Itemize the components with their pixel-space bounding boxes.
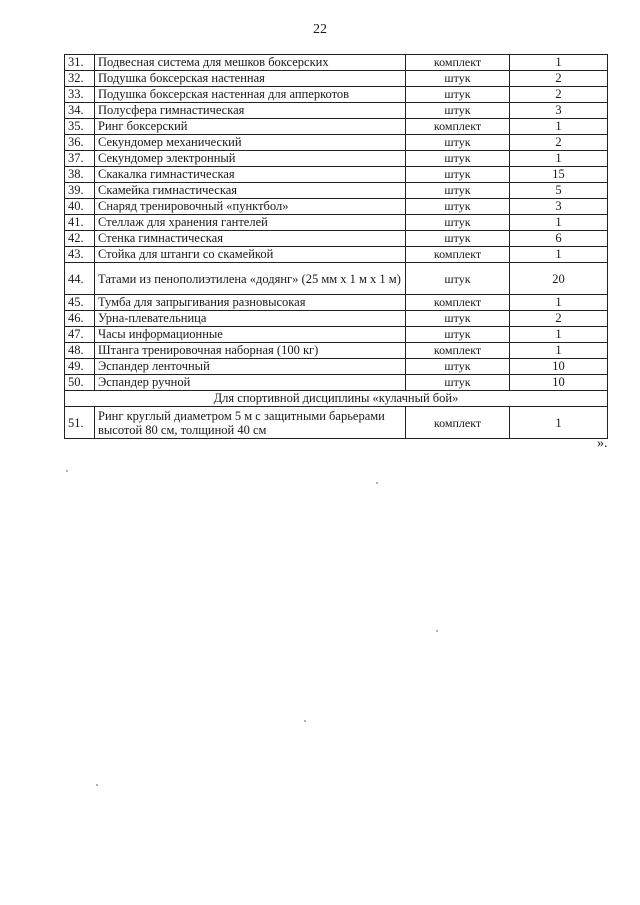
row-number: 34. [65, 103, 95, 119]
row-unit: штук [406, 231, 510, 247]
section-table-body [65, 407, 608, 439]
row-item-name: Ринг боксерский [95, 119, 406, 135]
row-quantity: 1 [510, 343, 608, 359]
row-unit: комплект [406, 343, 510, 359]
row-number: 43. [65, 247, 95, 263]
table-row [65, 119, 608, 135]
scan-speck [96, 784, 98, 786]
row-unit: штук [406, 167, 510, 183]
row-number: 49. [65, 359, 95, 375]
row-item-name: Стенка гимнастическая [95, 231, 406, 247]
row-item-name: Подушка боксерская настенная для апперкотов [95, 87, 406, 103]
row-number: 47. [65, 327, 95, 343]
page-number: 22 [313, 22, 327, 37]
row-unit: штук [406, 359, 510, 375]
row-number: 36. [65, 135, 95, 151]
row-item-name: Стеллаж для хранения гантелей [95, 215, 406, 231]
row-quantity: 2 [510, 71, 608, 87]
row-number: 50. [65, 375, 95, 391]
table-row [65, 359, 608, 375]
row-quantity: 1 [510, 247, 608, 263]
row-unit: штук [406, 199, 510, 215]
equipment-table [64, 54, 608, 439]
row-quantity: 2 [510, 311, 608, 327]
table-row [65, 71, 608, 87]
table-row [65, 87, 608, 103]
row-unit: штук [406, 135, 510, 151]
row-unit: штук [406, 103, 510, 119]
row-item-name: Подвесная система для мешков боксерских [95, 55, 406, 71]
row-unit: комплект [406, 55, 510, 71]
row-quantity: 10 [510, 359, 608, 375]
row-number: 35. [65, 119, 95, 135]
row-unit: штук [406, 311, 510, 327]
row-unit: штук [406, 327, 510, 343]
row-unit: комплект [406, 407, 510, 439]
row-unit: штук [406, 71, 510, 87]
row-item-name: Скамейка гимнастическая [95, 183, 406, 199]
table-row [65, 375, 608, 391]
table-row [65, 183, 608, 199]
row-number: 38. [65, 167, 95, 183]
row-item-name: Татами из пенополиэтилена «додянг» (25 мм x 1 м x 1 м) [95, 263, 406, 295]
table-row [65, 231, 608, 247]
row-number: 32. [65, 71, 95, 87]
row-quantity: 2 [510, 135, 608, 151]
row-number: 42. [65, 231, 95, 247]
row-number: 37. [65, 151, 95, 167]
table-row [65, 327, 608, 343]
scan-speck [376, 482, 378, 484]
row-item-name: Снаряд тренировочный «пунктбол» [95, 199, 406, 215]
row-quantity: 15 [510, 167, 608, 183]
table-row [65, 295, 608, 311]
row-quantity: 2 [510, 87, 608, 103]
row-item-name: Подушка боксерская настенная [95, 71, 406, 87]
table-row [65, 263, 608, 295]
row-number: 51. [65, 407, 95, 439]
row-quantity: 20 [510, 263, 608, 295]
table-row [65, 55, 608, 71]
row-number: 45. [65, 295, 95, 311]
row-item-name: Ринг круглый диаметром 5 м с защитными барьерами высотой 80 см, толщиной 40 см [95, 407, 406, 439]
equipment-table-body [65, 55, 608, 391]
table-row [65, 135, 608, 151]
scan-speck [436, 630, 438, 632]
row-item-name: Стойка для штанги со скамейкой [95, 247, 406, 263]
row-number: 44. [65, 263, 95, 295]
row-item-name: Эспандер ленточный [95, 359, 406, 375]
row-quantity: 3 [510, 199, 608, 215]
row-item-name: Часы информационные [95, 327, 406, 343]
row-unit: штук [406, 375, 510, 391]
row-unit: штук [406, 183, 510, 199]
row-number: 31. [65, 55, 95, 71]
row-quantity: 10 [510, 375, 608, 391]
table-row [65, 167, 608, 183]
closing-quote: ». [597, 436, 608, 451]
row-quantity: 5 [510, 183, 608, 199]
table-row [65, 103, 608, 119]
row-quantity: 1 [510, 55, 608, 71]
row-item-name: Полусфера гимнастическая [95, 103, 406, 119]
table-row [65, 247, 608, 263]
row-quantity: 3 [510, 103, 608, 119]
row-number: 33. [65, 87, 95, 103]
table-row [65, 343, 608, 359]
table-row [65, 407, 608, 439]
row-number: 39. [65, 183, 95, 199]
section-heading: Для спортивной дисциплины «кулачный бой» [65, 391, 608, 407]
row-number: 41. [65, 215, 95, 231]
table-row [65, 199, 608, 215]
row-quantity: 1 [510, 327, 608, 343]
row-number: 48. [65, 343, 95, 359]
row-number: 46. [65, 311, 95, 327]
row-item-name: Эспандер ручной [95, 375, 406, 391]
row-item-name: Тумба для запрыгивания разновысокая [95, 295, 406, 311]
table-row [65, 311, 608, 327]
row-quantity: 1 [510, 407, 608, 439]
section-heading-row [65, 391, 608, 407]
row-quantity: 1 [510, 215, 608, 231]
row-quantity: 6 [510, 231, 608, 247]
row-unit: штук [406, 263, 510, 295]
table-row [65, 151, 608, 167]
row-number: 40. [65, 199, 95, 215]
scan-speck [304, 720, 306, 722]
scan-speck [66, 470, 68, 472]
row-item-name: Секундомер электронный [95, 151, 406, 167]
row-unit: штук [406, 151, 510, 167]
row-quantity: 1 [510, 295, 608, 311]
table-row [65, 215, 608, 231]
row-unit: комплект [406, 295, 510, 311]
row-unit: штук [406, 87, 510, 103]
row-item-name: Штанга тренировочная наборная (100 кг) [95, 343, 406, 359]
row-quantity: 1 [510, 151, 608, 167]
row-unit: комплект [406, 119, 510, 135]
row-item-name: Секундомер механический [95, 135, 406, 151]
section-header-group [65, 391, 608, 407]
row-quantity: 1 [510, 119, 608, 135]
row-item-name: Скакалка гимнастическая [95, 167, 406, 183]
row-unit: штук [406, 215, 510, 231]
row-item-name: Урна-плевательница [95, 311, 406, 327]
row-unit: комплект [406, 247, 510, 263]
